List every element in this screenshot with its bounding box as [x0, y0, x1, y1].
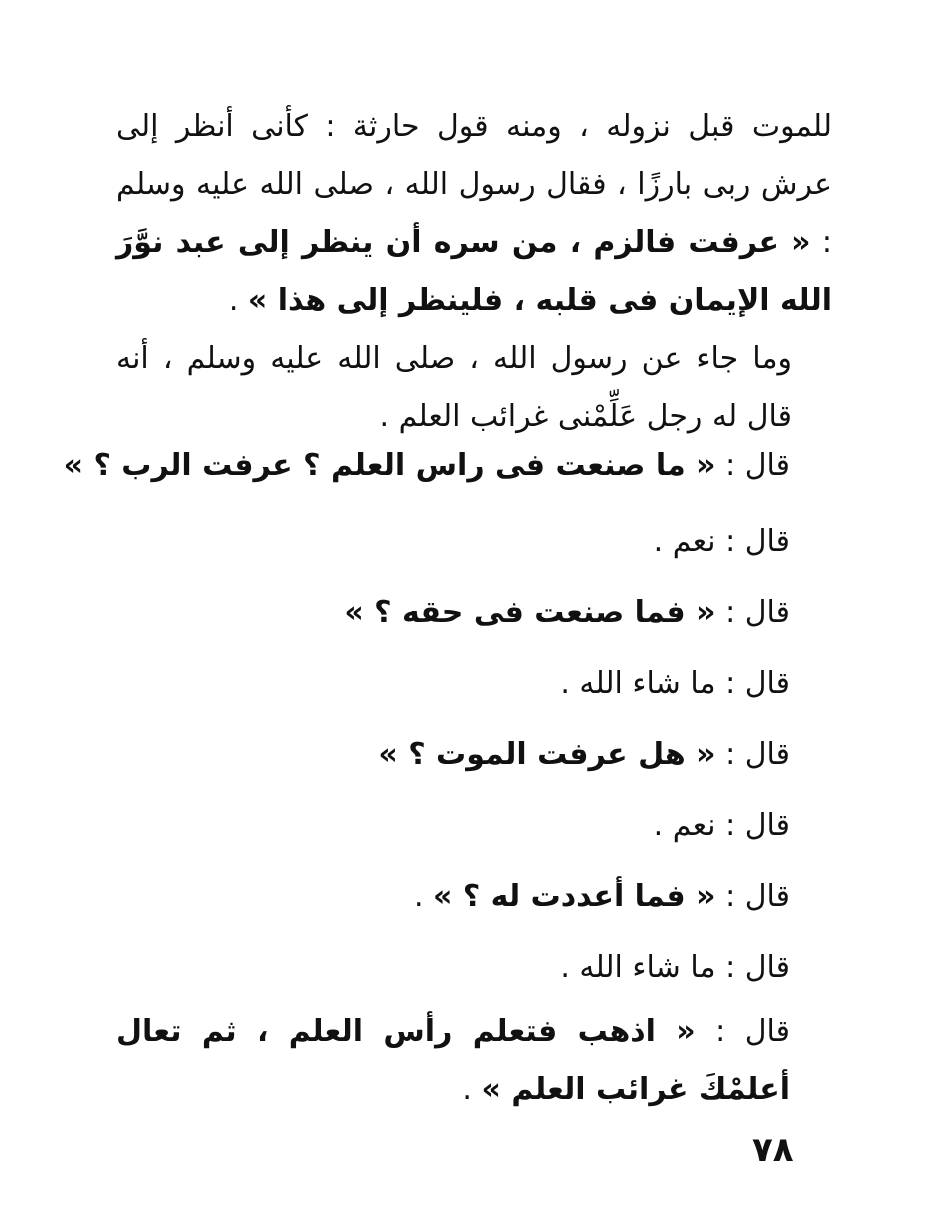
dialog-line-1 [63, 446, 790, 506]
dialog-line-8-prefix: قال : ما شاء الله . [560, 950, 790, 985]
dialog-block [63, 446, 832, 1119]
paragraph-intro-text: وما جاء عن رسول الله ، صلى الله عليه وسلم ، أنه قال له رجل عَلِّمْنى غرائب العلم . [116, 341, 792, 434]
dialog-line-9-quote: « اذهب فتعلم رأس العلم ، ثم تعال أعلمْكَ غرائب العلم » [116, 1014, 790, 1107]
dialog-line-8 [116, 932, 790, 1003]
dialog-line-1-prefix: قال : [715, 448, 790, 483]
hadith-quote-haritha: « عرفت فالزم ، من سره أن ينظر إلى عبد نوَّرَ الله الإيمان فى قلبه ، فلينظر إلى هذا » [116, 225, 832, 318]
dialog-line-5-quote: « هل عرفت الموت ؟ » [378, 737, 716, 772]
dialog-line-6 [116, 790, 790, 861]
dialog-line-4 [116, 648, 790, 719]
paragraph-haritha [116, 98, 832, 330]
dialog-line-7-prefix: قال : [715, 879, 790, 914]
dialog-line-7-suffix: . [413, 879, 434, 914]
book-page [63, 98, 832, 1138]
dialog-line-6-prefix: قال : نعم . [653, 808, 790, 843]
dialog-line-3 [116, 577, 790, 648]
paragraph-haritha-plain: للموت قبل نزوله ، ومنه قول حارثة : كأنى أنظر إلى عرش ربى بارزًا ، فقال رسول الله ، صلى الله عليه وسلم : [116, 109, 832, 260]
paragraph-intro-dialog [116, 330, 832, 446]
dialog-line-7 [116, 861, 790, 932]
dialog-line-5-prefix: قال : [715, 737, 790, 772]
dialog-line-2-prefix: قال : نعم . [653, 524, 790, 559]
page-number: ٧٨ [752, 1130, 794, 1170]
dialog-line-7-quote: « فما أعددت له ؟ » [433, 879, 716, 914]
dialog-line-4-prefix: قال : ما شاء الله . [560, 666, 790, 701]
dialog-line-9-suffix: . [462, 1072, 482, 1107]
dialog-line-9-prefix: قال : [695, 1014, 790, 1049]
dialog-line-9 [116, 1003, 832, 1119]
dialog-line-5 [116, 719, 790, 790]
dialog-line-2 [116, 506, 790, 577]
dialog-line-3-quote: « فما صنعت فى حقه ؟ » [344, 595, 716, 630]
dialog-line-1-quote: « ما صنعت فى راس العلم ؟ عرفت الرب ؟ » [63, 448, 716, 483]
dialog-line-3-prefix: قال : [715, 595, 790, 630]
paragraph-haritha-tail: . [228, 283, 248, 318]
